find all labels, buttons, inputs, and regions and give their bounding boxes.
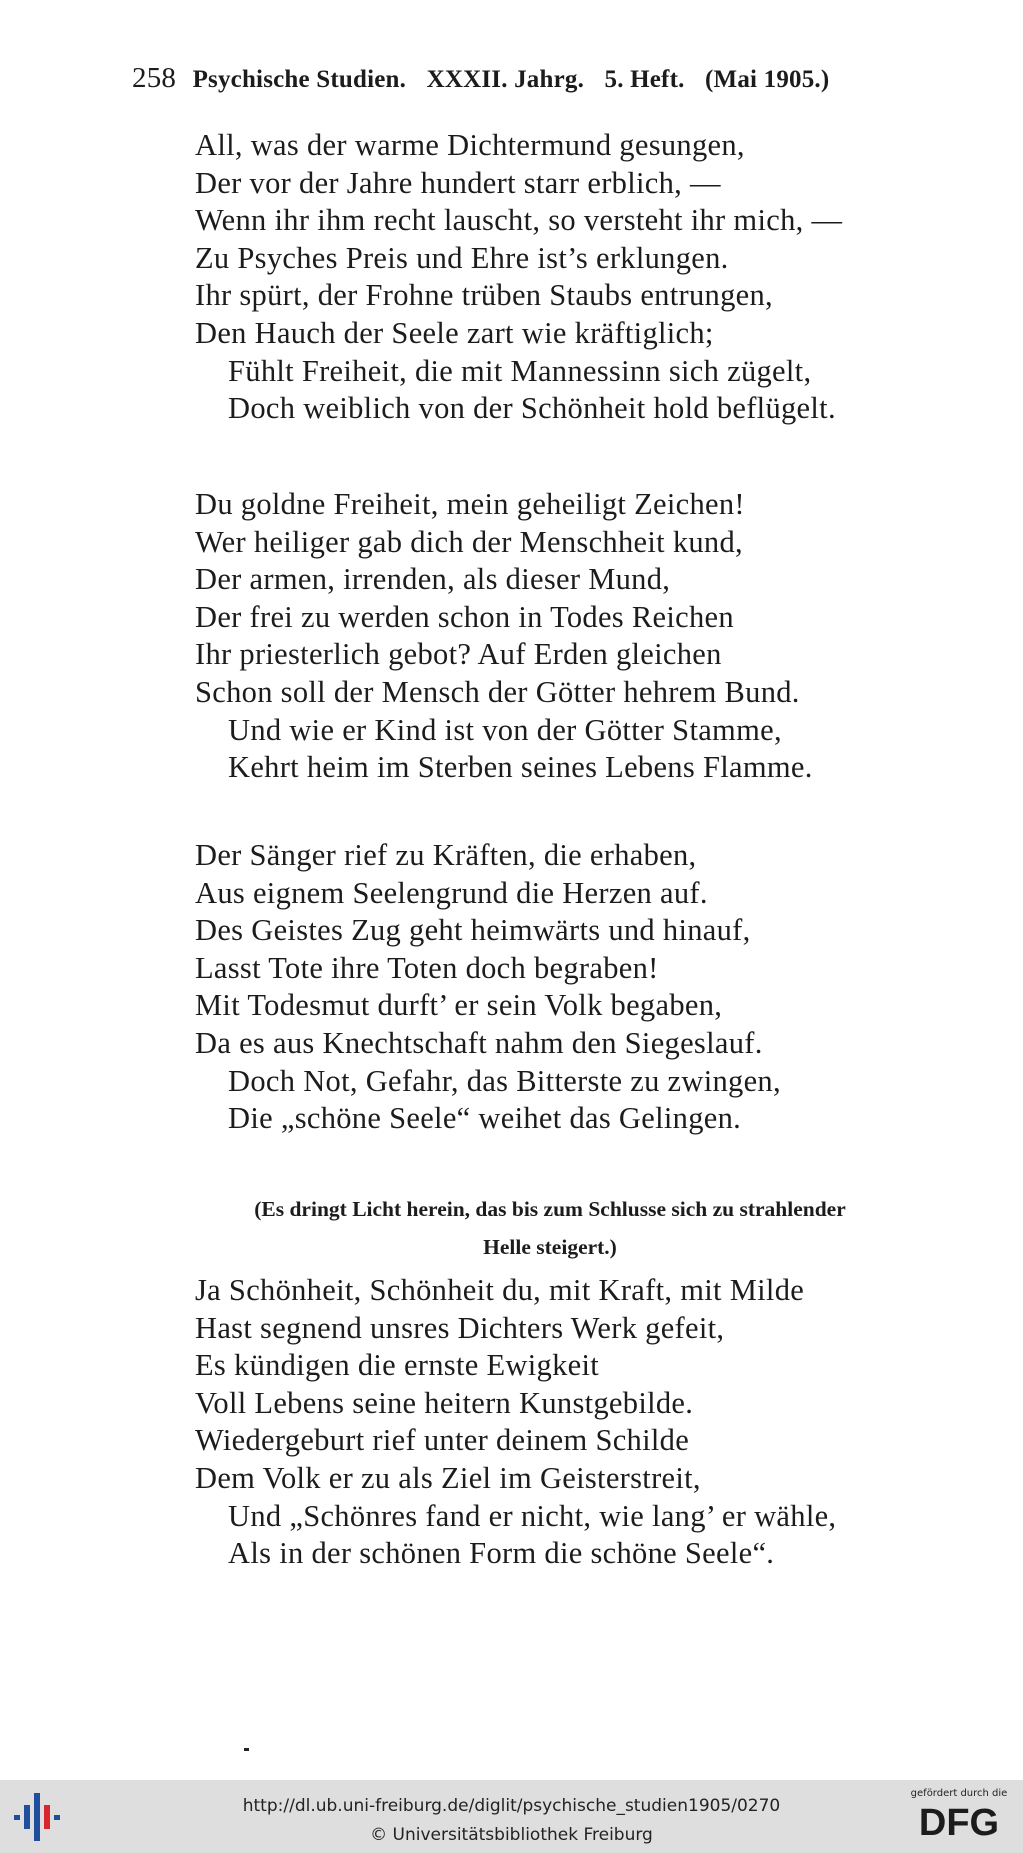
- verse-line: Der frei zu werden schon in Todes Reichen: [195, 599, 734, 634]
- journal-title: Psychische Studien.: [192, 66, 407, 93]
- funding-caption: gefördert durch die: [910, 1788, 1008, 1799]
- verse-line: Doch Not, Gefahr, das Bitterste zu zwingen,: [228, 1063, 781, 1098]
- stanza-4: [195, 1272, 975, 1573]
- copyright-notice: © Universitätsbibliothek Freiburg: [370, 1825, 653, 1845]
- page-number: 258: [132, 62, 177, 94]
- verse-line: Voll Lebens seine heitern Kunstgebilde.: [195, 1385, 694, 1420]
- verse-line: Die „schöne Seele“ weihet das Gelingen.: [228, 1101, 742, 1136]
- verse-line: Wer heiliger gab dich der Menschheit kund,: [195, 524, 743, 559]
- stanza-1: [195, 127, 975, 428]
- issue-label: 5. Heft.: [604, 66, 685, 93]
- verse-line: Der armen, irrenden, als dieser Mund,: [195, 562, 671, 597]
- verse-line: Schon soll der Mensch der Götter hehrem Bund.: [195, 674, 800, 709]
- verse-line: Und wie er Kind ist von der Götter Stamme,: [228, 712, 782, 747]
- stanza-2: [195, 486, 975, 787]
- ink-speck: [244, 1748, 249, 1751]
- running-header: [132, 62, 912, 95]
- verse-line: Doch weiblich von der Schönheit hold beflügelt.: [228, 391, 836, 426]
- verse-line: Fühlt Freiheit, die mit Mannessinn sich zügelt,: [228, 353, 812, 388]
- verse-line: Kehrt heim im Sterben seines Lebens Flamme.: [228, 750, 813, 785]
- verse-line: Der vor der Jahre hundert starr erblich, —: [195, 165, 721, 200]
- verse-line: All, was der warme Dichtermund gesungen,: [195, 128, 745, 162]
- verse-line: Der Sänger rief zu Kräften, die erhaben,: [195, 838, 697, 872]
- dfg-logo-text: DFG: [918, 1802, 1000, 1841]
- viewer-footer: [0, 1780, 1023, 1853]
- stage-direction-line: (Es dringt Licht herein, das bis zum Schlusse sich zu strahlender: [254, 1197, 846, 1221]
- verse-line: Lasst Tote ihre Toten doch begraben!: [195, 950, 659, 985]
- dfg-badge[interactable]: [905, 1788, 1013, 1848]
- verse-line: Mit Todesmut durft’ er sein Volk begaben,: [195, 988, 723, 1023]
- verse-line: Hast segnend unsres Dichters Werk gefeit,: [195, 1310, 725, 1345]
- verse-line: Da es aus Knechtschaft nahm den Siegeslauf.: [195, 1025, 763, 1060]
- verse-line: Ihr spürt, der Frohne trüben Staubs entrungen,: [195, 278, 773, 313]
- verse-line: Dem Volk er zu als Ziel im Geisterstreit,: [195, 1460, 701, 1495]
- verse-line: Und „Schönres fand er nicht, wie lang’ er wähle,: [228, 1498, 837, 1533]
- volume-label: XXXII. Jahrg.: [426, 66, 585, 93]
- source-url-link[interactable]: http://dl.ub.uni-freiburg.de/diglit/psychische_studien1905/0270: [242, 1796, 781, 1816]
- issue-date: (Mai 1905.): [705, 66, 830, 93]
- verse-line: Den Hauch der Seele zart wie kräftiglich;: [195, 315, 714, 350]
- verse-line: Zu Psyches Preis und Ehre ist’s erklungen.: [195, 240, 729, 275]
- stage-direction: [170, 1190, 930, 1266]
- verse-line: Ja Schönheit, Schönheit du, mit Kraft, mit Milde: [195, 1273, 805, 1307]
- verse-line: Du goldne Freiheit, mein geheiligt Zeichen!: [195, 487, 745, 521]
- verse-line: Wenn ihr ihm recht lauscht, so versteht ihr mich, —: [195, 203, 843, 238]
- stanza-3: [195, 837, 975, 1138]
- dfg-logo-icon: [909, 1801, 1009, 1841]
- verse-line: Des Geistes Zug geht heimwärts und hinauf,: [195, 913, 751, 948]
- verse-line: Ihr priesterlich gebot? Auf Erden gleichen: [195, 637, 722, 672]
- verse-line: Es kündigen die ernste Ewigkeit: [195, 1348, 600, 1383]
- stage-direction-line: Helle steigert.): [483, 1235, 617, 1259]
- verse-line: Als in der schönen Form die schöne Seele“.: [228, 1536, 775, 1571]
- verse-line: Wiedergeburt rief unter deinem Schilde: [195, 1423, 690, 1458]
- verse-line: Aus eignem Seelengrund die Herzen auf.: [195, 875, 708, 910]
